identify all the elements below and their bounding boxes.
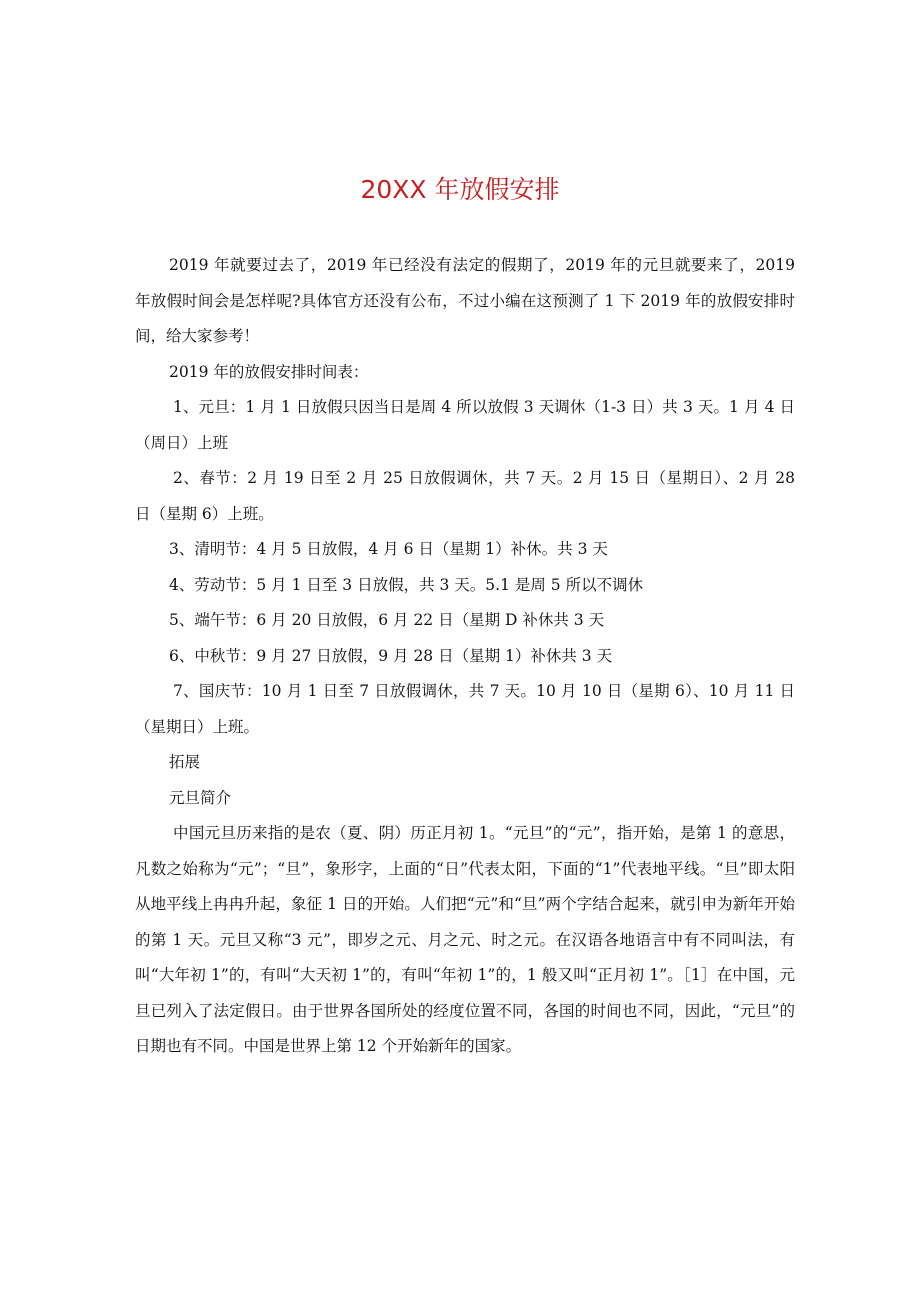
extension-heading: 拓展 — [169, 753, 201, 771]
holiday-item-spring-festival: 2、春节：2 月 19 日至 2 月 25 日放假调休，共 7 天。2 月 15 日（星期日）、2 月 28 日（星期 6）上班。 — [135, 469, 795, 523]
holiday-item-new-year: 1、元旦：1 月 1 日放假只因当日是周 4 所以放假 3 天调休（1-3 日）共 3 天。1 月 4 日（周日）上班 — [135, 398, 795, 452]
new-year-intro-text: 中国元旦历来指的是农（夏、阴）历正月初 1。“元旦”的“元”，指开始，是第 1 的意思，凡数之始称为“元”；“旦”，象形字，上面的“日”代表太阳，下面的“1”代表地平线。“旦”即太阳从地平线上冉冉升起，象征 1 日的开始。人们把“元”和“旦”两个字结合起来，就引申为新年开始的第 1 天。元旦又称“3 元”，即岁之元、月之元、时之元。在汉语各地语言中有不同叫法，有叫“大年初 1”的，有叫“大天初 1”的，有叫“年初 1”的，1 般又叫“正月初 1”。［1］在中国，元旦已列入了法定假日。由于世界各国所处的经度位置不同，各国的时间也不同，因此，“元旦”的日期也有不同。中国是世界上第 12 个开始新年的国家。 — [135, 824, 795, 1055]
holiday-item-dragon-boat: 5、端午节：6 月 20 日放假，6 月 22 日（星期 D 补休共 3 天 — [169, 611, 605, 629]
intro-paragraph: 2019 年就要过去了，2019 年已经没有法定的假期了，2019 年的元旦就要来了，2019 年放假时间会是怎样呢?具体官方还没有公布，不过小编在这预测了 1 下 2019 年的放假安排时间，给大家参考！ — [135, 256, 795, 345]
holiday-item-mid-autumn: 6、中秋节：9 月 27 日放假，9 月 28 日（星期 1）补休共 3 天 — [169, 646, 613, 665]
holiday-item-labor-day: 4、劳动节：5 月 1 日至 3 日放假，共 3 天。5.1 是周 5 所以不调休 — [169, 575, 644, 594]
schedule-heading: 2019 年的放假安排时间表： — [169, 362, 369, 381]
intro-heading: 元旦简介 — [169, 788, 232, 807]
document-title: 20XX 年放假安排 — [360, 175, 560, 204]
holiday-item-national-day: 7、国庆节：10 月 1 日至 7 日放假调休，共 7 天。10 月 10 日（星期 6）、10 月 11 日（星期日）上班。 — [135, 682, 795, 736]
document-body — [135, 248, 795, 1065]
holiday-item-qingming: 3、清明节：4 月 5 日放假，4 月 6 日（星期 1）补休。共 3 天 — [169, 540, 608, 558]
